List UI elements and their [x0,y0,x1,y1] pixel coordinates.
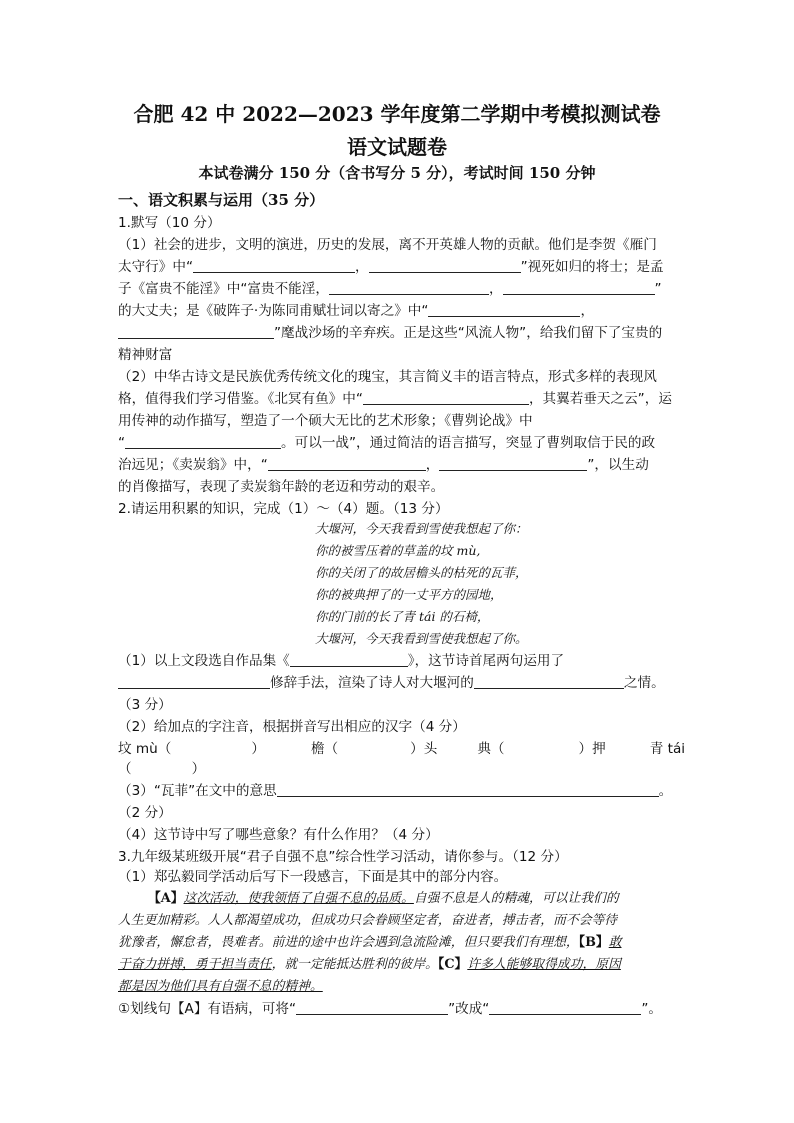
answer-blank[interactable] [193,258,355,273]
answer-blank[interactable] [296,1000,448,1015]
answer-blank[interactable] [489,1000,641,1015]
answer-blank[interactable] [268,456,426,471]
poem-line: 大堰河，今天我看到雪使我想起了你： [315,521,528,536]
q1-heading: 1.默写（10 分） [118,215,221,231]
poem-line: 你的门前的长了青 tái 的石椅， [315,609,490,624]
q2-s2-items: 坟 mù（ ） 檐（ ）头 典（ ）押 青 tái [118,741,686,757]
q1-p1-line6: 精神财富 [118,347,173,363]
answer-blank[interactable] [369,258,521,273]
poem-line: 大堰河，今天我看到雪使我想起了你。 [315,631,528,646]
answer-blank[interactable] [277,782,659,797]
answer-blank[interactable] [329,280,489,295]
q2-s3-score: （2 分） [118,805,172,821]
q1-p2-line2: 格，值得我们学习借鉴。《北冥有鱼》中“ ，其翼若垂天之云”，运 [118,391,672,407]
q2-s1-line1: （1）以上文段选自作品集《 》，这节诗首尾两句运用了 [118,653,565,669]
q2-s3-line: （3）“瓦菲”在文中的意思 。 [118,783,673,799]
q1-p1-line1: （1）社会的进步，文明的演进，历史的发展，离不开英雄人物的贡献。他们是李贺《雁门 [118,237,657,253]
poem-line: 你的关闭了的故居檐头的枯死的瓦菲， [315,565,528,580]
answer-blank[interactable] [503,280,655,295]
q1-p1-line2: 太守行》中“ ， ”视死如归的将士；是孟 [118,259,664,275]
q3-heading: 3.九年级某班级开展“君子自强不息”综合性学习活动，请你参与。（12 分） [118,849,568,865]
q2-s1-line2: 修辞手法，渲染了诗人对大堰河的 之情。 [118,674,665,692]
answer-blank[interactable] [428,302,580,317]
answer-blank[interactable] [363,390,529,405]
passage-line: 人生更加精彩。人人都渴望成功，但成功只会眷顾坚定者，奋进者，搏击者，而不会等待 [118,913,618,928]
poem-line: 你的被典押了的一丈平方的园地， [315,587,503,602]
answer-blank[interactable] [290,652,408,667]
q3-s1: （1）郑弘毅同学活动后写下一段感言，下面是其中的部分内容。 [118,869,508,885]
q2-s2-prompt: （2）给加点的字注音，根据拼音写出相应的汉字（4 分） [118,719,466,735]
q2-s4: （4）这节诗中写了哪些意象？有什么作用？（4 分） [118,827,439,843]
section-heading: 一、语文积累与运用（35 分） [118,191,325,209]
q3-s2-line: ①划线句【A】有语病，可将“ ”改成“ ”。 [118,1001,662,1017]
q1-p2-line3: 用传神的动作描写，塑造了一个硕大无比的艺术形象；《曹刿论战》中 [118,413,533,429]
q1-p2-line5: 治远见；《卖炭翁》中，“ ， ”，以生动 [118,457,649,473]
q2-s1-score: （3 分） [118,697,172,713]
q1-p2-line6: 的肖像描写，表现了卖炭翁年龄的老迈和劳动的艰辛。 [118,479,445,495]
passage-line: 于奋力拼搏，勇于担当责任，就一定能抵达胜利的彼岸。【C】许多人能够取得成功，原因 [118,957,621,972]
exam-info: 本试卷满分 150 分（含书写分 5 分），考试时间 150 分钟 [198,164,596,182]
answer-blank[interactable] [118,674,270,689]
q1-p2-line1: （2）中华古诗文是民族优秀传统文化的瑰宝，其言简义丰的语言特点，形式多样的表现风 [118,369,657,385]
answer-blank[interactable] [118,324,274,339]
passage-line: 【A】这次活动，使我领悟了自强不息的品质。自强不息是人的精魂，可以让我们的 [148,891,619,906]
exam-title: 合肥 42 中 2022—2023 学年度第二学期中考模拟测试卷 [133,102,661,126]
passage-line: 犹豫者，懈怠者，畏难者。前进的途中也许会遇到急流险滩，但只要我们有理想，【B】敢 [118,935,622,950]
answer-blank[interactable] [474,674,624,689]
answer-blank[interactable] [439,456,587,471]
q2-s2-tail: （ ） [118,761,206,777]
poem-line: 你的被雪压着的草盖的坟 mù, [315,543,481,558]
passage-line: 都是因为他们具有自强不息的精神。 [118,979,323,994]
q1-p1-line5: ”麾战沙场的辛弃疾。正是这些“风流人物”，给我们留下了宝贵的 [118,324,662,342]
q1-p1-line3: 子《富贵不能淫》中“富贵不能淫， ， ” [118,281,662,297]
exam-subtitle: 语文试题卷 [347,135,447,159]
q2-heading: 2.请运用积累的知识，完成（1）～（4）题。（13 分） [118,501,449,517]
q1-p1-line4: 的大丈夫；是《破阵子·为陈同甫赋壮词以寄之》中“ ， [118,303,595,319]
q1-p2-line4: “ 。可以一战”，通过简洁的语言描写，突显了曹刿取信于民的政 [118,435,656,451]
answer-blank[interactable] [125,434,281,449]
